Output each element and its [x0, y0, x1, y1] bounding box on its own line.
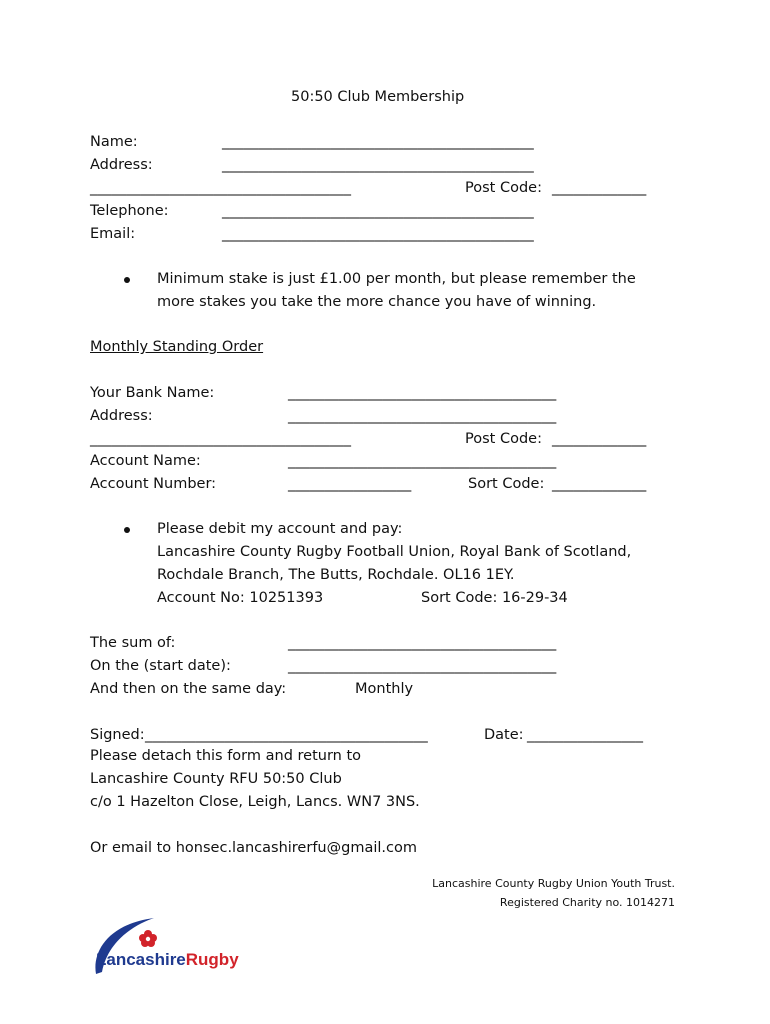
email-label: Email: [90, 226, 136, 242]
address-line-2-field[interactable]: ____________________________________ [90, 180, 351, 196]
debit-instruction-line-3: Rochdale Branch, The Butts, Rochdale. OL16 1EY. [157, 567, 515, 583]
bank-name-label: Your Bank Name: [90, 385, 215, 401]
start-date-label: On the (start date): [90, 658, 231, 674]
page-title: 50:50 Club Membership [291, 89, 465, 105]
same-day-label: And then on the same day: [90, 681, 287, 697]
sort-code-label: Sort Code: [468, 476, 545, 492]
logo-word-lancashire: Lancashire [96, 950, 186, 969]
return-address: c/o 1 Hazelton Close, Leigh, Lancs. WN7 3NS. [90, 794, 420, 810]
standing-order-heading: Monthly Standing Order [90, 339, 264, 355]
lancashire-rugby-logo [88, 912, 248, 982]
bank-postcode-field[interactable]: _____________ [552, 431, 647, 447]
debit-instruction-line-2: Lancashire County Rugby Football Union, Royal Bank of Scotland, [157, 544, 632, 560]
email-instruction: Or email to honsec.lancashirerfu@gmail.com [90, 840, 417, 856]
name-field[interactable]: ___________________________________________ [222, 134, 534, 150]
sort-code-field[interactable]: _____________ [552, 476, 647, 492]
sum-label: The sum of: [90, 635, 176, 651]
bank-address-line-2-field[interactable]: ____________________________________ [90, 431, 351, 447]
email-field[interactable]: ___________________________________________ [222, 226, 534, 242]
bullet-icon [124, 277, 130, 283]
account-number-label: Account Number: [90, 476, 217, 492]
postcode-label: Post Code: [465, 180, 542, 196]
debit-instruction-line-1: Please debit my account and pay: [157, 521, 403, 537]
charity-number: Registered Charity no. 1014271 [499, 896, 675, 909]
frequency-value: Monthly [355, 681, 414, 697]
account-number-field[interactable]: _________________ [288, 476, 412, 492]
signed-label: Signed: [90, 727, 145, 743]
return-instruction: Please detach this form and return to [90, 748, 362, 764]
account-name-field[interactable]: _____________________________________ [288, 453, 557, 469]
payee-account-number: Account No: 10251393 [157, 590, 324, 606]
logo-word-rugby: Rugby [185, 950, 239, 969]
address-label: Address: [90, 157, 153, 173]
postcode-field[interactable]: _____________ [552, 180, 647, 196]
payee-sort-code: Sort Code: 16-29-34 [421, 590, 568, 606]
return-club-name: Lancashire County RFU 50:50 Club [90, 771, 342, 787]
bank-name-field[interactable]: _____________________________________ [288, 385, 557, 401]
stake-note-line-2: more stakes you take the more chance you have of winning. [157, 294, 597, 310]
telephone-label: Telephone: [90, 203, 169, 219]
address-field[interactable]: ___________________________________________ [222, 157, 534, 173]
sum-field[interactable]: _____________________________________ [288, 635, 557, 651]
signature-field[interactable]: _______________________________________ [145, 727, 428, 743]
telephone-field[interactable]: ___________________________________________ [222, 203, 534, 219]
bank-address-field[interactable]: _____________________________________ [288, 408, 557, 424]
stake-note-line-1: Minimum stake is just £1.00 per month, but please remember the [157, 271, 636, 287]
start-date-field[interactable]: _____________________________________ [288, 658, 557, 674]
logo-swoosh-icon [88, 912, 248, 982]
trust-name: Lancashire County Rugby Union Youth Trust. [432, 877, 675, 890]
account-name-label: Account Name: [90, 453, 201, 469]
date-label: Date: [484, 727, 524, 743]
bank-address-label: Address: [90, 408, 153, 424]
name-label: Name: [90, 134, 138, 150]
rose-icon [139, 930, 157, 947]
bank-postcode-label: Post Code: [465, 431, 542, 447]
date-field[interactable]: ________________ [527, 727, 643, 743]
bullet-icon [124, 527, 130, 533]
